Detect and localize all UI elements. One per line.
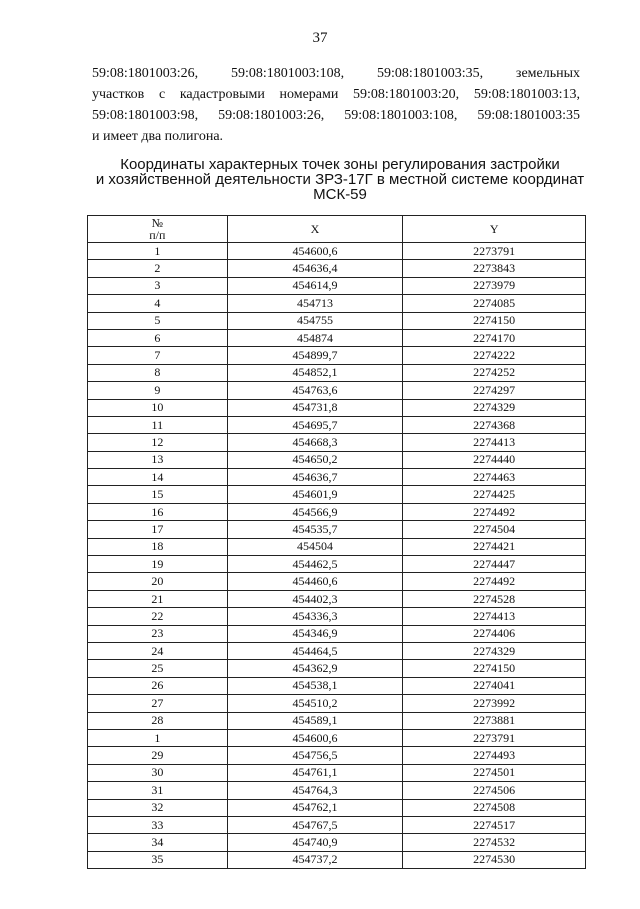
- x-cell: 454731,8: [227, 399, 403, 416]
- table-row: [88, 469, 586, 486]
- x-cell: 454462,5: [227, 556, 403, 573]
- point-number-cell: 28: [88, 712, 228, 729]
- x-cell: 454636,4: [227, 260, 403, 277]
- y-cell: 2274517: [403, 816, 586, 833]
- y-cell: 2273881: [403, 712, 586, 729]
- point-number-cell: 14: [88, 469, 228, 486]
- table-row: [88, 243, 586, 260]
- x-cell: 454402,3: [227, 590, 403, 607]
- x-cell: 454740,9: [227, 834, 403, 851]
- point-number-cell: 3: [88, 277, 228, 294]
- y-cell: 2274504: [403, 521, 586, 538]
- header-y: Y: [403, 216, 586, 243]
- x-cell: 454535,7: [227, 521, 403, 538]
- table-row: [88, 434, 586, 451]
- y-cell: 2274170: [403, 329, 586, 346]
- page-number: 37: [312, 30, 328, 46]
- x-cell: 454636,7: [227, 469, 403, 486]
- table-row: [88, 329, 586, 346]
- heading-line: МСК-59: [313, 186, 367, 203]
- x-cell: 454713: [227, 295, 403, 312]
- table-row: [88, 416, 586, 433]
- y-cell: 2274413: [403, 434, 586, 451]
- intro-line: участков с кадастровыми номерами 59:08:1801003:20, 59:08:1801003:13,: [92, 87, 580, 102]
- x-cell: 454464,5: [227, 642, 403, 659]
- point-number-cell: 10: [88, 399, 228, 416]
- point-number-cell: 20: [88, 573, 228, 590]
- header-x: X: [227, 216, 403, 243]
- y-cell: 2274150: [403, 312, 586, 329]
- intro-line: 59:08:1801003:98, 59:08:1801003:26, 59:08:1801003:108, 59:08:1801003:35: [92, 108, 580, 123]
- x-cell: 454601,9: [227, 486, 403, 503]
- y-cell: 2274528: [403, 590, 586, 607]
- x-cell: 454650,2: [227, 451, 403, 468]
- y-cell: 2274252: [403, 364, 586, 381]
- y-cell: 2274329: [403, 399, 586, 416]
- table-body: [88, 243, 586, 869]
- point-number-cell: 26: [88, 677, 228, 694]
- x-cell: 454538,1: [227, 677, 403, 694]
- table-row: [88, 260, 586, 277]
- point-number-cell: 1: [88, 729, 228, 746]
- y-cell: 2274150: [403, 660, 586, 677]
- y-cell: 2273791: [403, 729, 586, 746]
- intro-paragraph: [92, 63, 580, 147]
- table-row: [88, 851, 586, 868]
- point-number-cell: 7: [88, 347, 228, 364]
- table-row: [88, 521, 586, 538]
- x-cell: 454668,3: [227, 434, 403, 451]
- x-cell: 454762,1: [227, 799, 403, 816]
- point-number-cell: 33: [88, 816, 228, 833]
- x-cell: 454460,6: [227, 573, 403, 590]
- table-row: [88, 677, 586, 694]
- point-number-cell: 4: [88, 295, 228, 312]
- header-number-symbol: №: [151, 216, 164, 230]
- point-number-cell: 27: [88, 695, 228, 712]
- y-cell: 2274530: [403, 851, 586, 868]
- point-number-cell: 17: [88, 521, 228, 538]
- x-cell: 454763,6: [227, 382, 403, 399]
- y-cell: 2274329: [403, 642, 586, 659]
- table-row: [88, 729, 586, 746]
- y-cell: 2274506: [403, 782, 586, 799]
- table-row: [88, 556, 586, 573]
- y-cell: 2274463: [403, 469, 586, 486]
- point-number-cell: 1: [88, 243, 228, 260]
- x-cell: 454346,9: [227, 625, 403, 642]
- point-number-cell: 19: [88, 556, 228, 573]
- table-row: [88, 764, 586, 781]
- y-cell: 2273843: [403, 260, 586, 277]
- x-cell: 454767,5: [227, 816, 403, 833]
- point-number-cell: 11: [88, 416, 228, 433]
- table-row: [88, 312, 586, 329]
- table-row: [88, 782, 586, 799]
- table-row: [88, 573, 586, 590]
- table-row: [88, 625, 586, 642]
- table-row: [88, 799, 586, 816]
- point-number-cell: 34: [88, 834, 228, 851]
- x-cell: 454614,9: [227, 277, 403, 294]
- table-row: [88, 747, 586, 764]
- point-number-cell: 21: [88, 590, 228, 607]
- y-cell: 2274492: [403, 573, 586, 590]
- x-cell: 454852,1: [227, 364, 403, 381]
- point-number-cell: 9: [88, 382, 228, 399]
- x-cell: 454510,2: [227, 695, 403, 712]
- point-number-cell: 22: [88, 608, 228, 625]
- table-row: [88, 660, 586, 677]
- x-cell: 454600,6: [227, 729, 403, 746]
- table-row: [88, 834, 586, 851]
- point-number-cell: 25: [88, 660, 228, 677]
- point-number-cell: 31: [88, 782, 228, 799]
- y-cell: 2274041: [403, 677, 586, 694]
- y-cell: 2274421: [403, 538, 586, 555]
- point-number-cell: 35: [88, 851, 228, 868]
- x-cell: 454761,1: [227, 764, 403, 781]
- point-number-cell: 30: [88, 764, 228, 781]
- heading-line: и хозяйственной деятельности ЗРЗ-17Г в местной системе координат: [95, 171, 585, 188]
- point-number-cell: 15: [88, 486, 228, 503]
- y-cell: 2274425: [403, 486, 586, 503]
- y-cell: 2274532: [403, 834, 586, 851]
- x-cell: 454589,1: [227, 712, 403, 729]
- y-cell: 2273979: [403, 277, 586, 294]
- point-number-cell: 8: [88, 364, 228, 381]
- point-number-cell: 5: [88, 312, 228, 329]
- table-row: [88, 382, 586, 399]
- y-cell: 2274297: [403, 382, 586, 399]
- y-cell: 2274447: [403, 556, 586, 573]
- x-cell: 454600,6: [227, 243, 403, 260]
- header-number-abbr: п/п: [149, 228, 166, 242]
- y-cell: 2274501: [403, 764, 586, 781]
- table-row: [88, 295, 586, 312]
- y-cell: 2274222: [403, 347, 586, 364]
- intro-line: и имеет два полигона.: [92, 129, 224, 144]
- x-cell: 454899,7: [227, 347, 403, 364]
- table-header-row: [88, 216, 586, 243]
- table-row: [88, 347, 586, 364]
- y-cell: 2274368: [403, 416, 586, 433]
- point-number-cell: 12: [88, 434, 228, 451]
- table-row: [88, 642, 586, 659]
- header-number: [88, 216, 228, 243]
- point-number-cell: 16: [88, 503, 228, 520]
- y-cell: 2274493: [403, 747, 586, 764]
- x-cell: 454504: [227, 538, 403, 555]
- point-number-cell: 18: [88, 538, 228, 555]
- x-cell: 454756,5: [227, 747, 403, 764]
- point-number-cell: 13: [88, 451, 228, 468]
- table-row: [88, 712, 586, 729]
- point-number-cell: 32: [88, 799, 228, 816]
- x-cell: 454764,3: [227, 782, 403, 799]
- table-row: [88, 503, 586, 520]
- intro-line: 59:08:1801003:26, 59:08:1801003:108, 59:08:1801003:35, земельных: [92, 66, 580, 81]
- table-heading: [60, 157, 620, 202]
- table-row: [88, 451, 586, 468]
- y-cell: 2274413: [403, 608, 586, 625]
- x-cell: 454336,3: [227, 608, 403, 625]
- point-number-cell: 23: [88, 625, 228, 642]
- table-row: [88, 486, 586, 503]
- x-cell: 454362,9: [227, 660, 403, 677]
- x-cell: 454566,9: [227, 503, 403, 520]
- point-number-cell: 6: [88, 329, 228, 346]
- table-row: [88, 590, 586, 607]
- y-cell: 2274440: [403, 451, 586, 468]
- table-row: [88, 364, 586, 381]
- x-cell: 454695,7: [227, 416, 403, 433]
- y-cell: 2274406: [403, 625, 586, 642]
- table-row: [88, 538, 586, 555]
- table-row: [88, 816, 586, 833]
- x-cell: 454874: [227, 329, 403, 346]
- point-number-cell: 2: [88, 260, 228, 277]
- point-number-cell: 24: [88, 642, 228, 659]
- x-cell: 454737,2: [227, 851, 403, 868]
- y-cell: 2273791: [403, 243, 586, 260]
- y-cell: 2274085: [403, 295, 586, 312]
- coordinates-table: [87, 215, 586, 869]
- table-row: [88, 695, 586, 712]
- point-number-cell: 29: [88, 747, 228, 764]
- table-row: [88, 277, 586, 294]
- heading-line: Координаты характерных точек зоны регулирования застройки: [120, 156, 560, 173]
- table-row: [88, 399, 586, 416]
- table-row: [88, 608, 586, 625]
- y-cell: 2274508: [403, 799, 586, 816]
- y-cell: 2274492: [403, 503, 586, 520]
- y-cell: 2273992: [403, 695, 586, 712]
- x-cell: 454755: [227, 312, 403, 329]
